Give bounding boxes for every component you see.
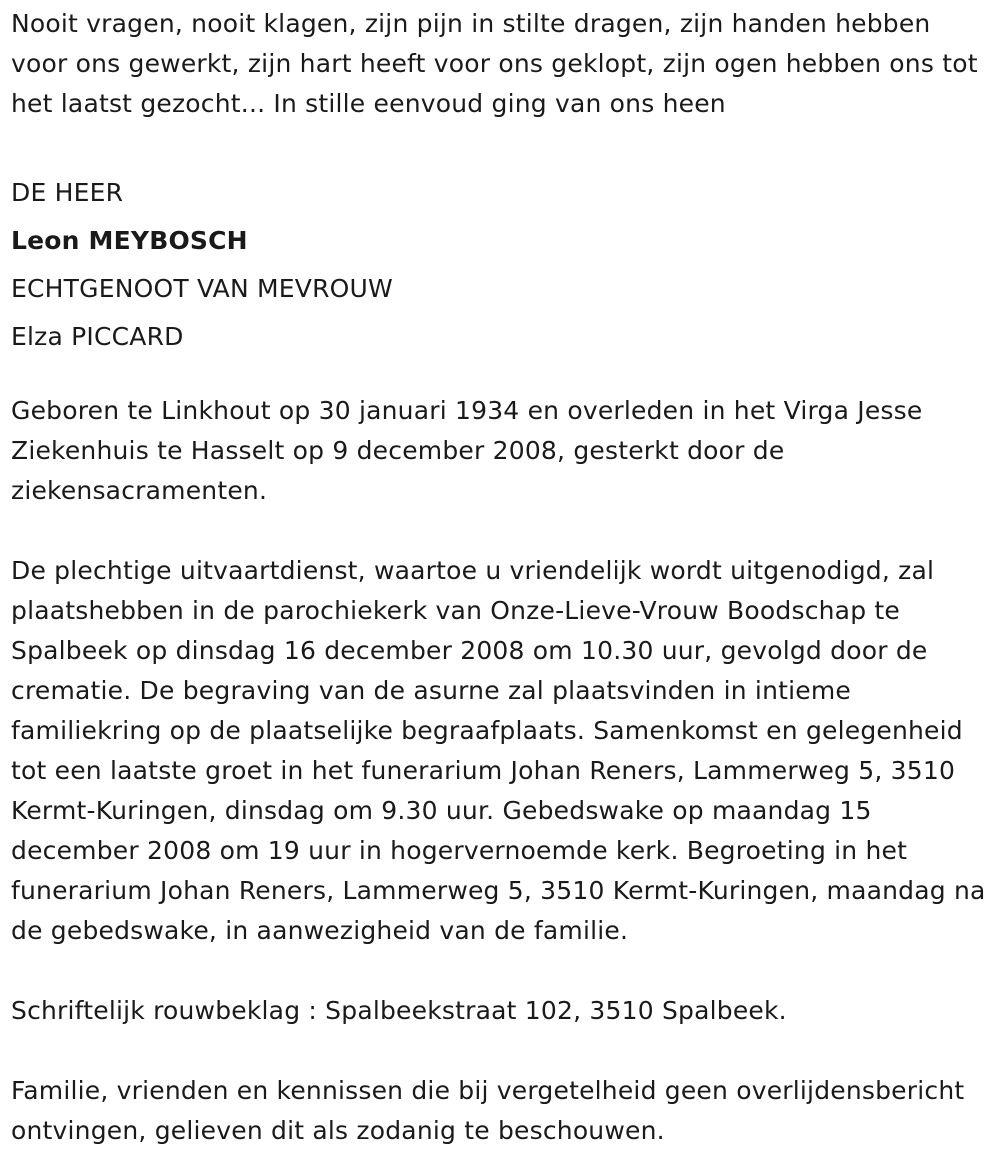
spacer [11, 951, 991, 991]
closing-paragraph: Familie, vrienden en kennissen die bij vergetelheid geen overlijdensbericht ontvingen, gelieven dit als zodanig te beschouwen. [11, 1076, 965, 1145]
funeral-paragraph: De plechtige uitvaartdienst, waartoe u vriendelijk wordt uitgenodigd, zal plaatshebben in de parochiekerk van Onze-Lieve-Vrouw Boodschap te Spalbeek op dinsdag 16 december 2008 om 10.30 uur, gevolgd door de crematie. De begraving van de asurne zal plaatsvinden in intieme familiekring op de plaatselijke begraafplaats. Samenkomst en gelegenheid tot een laatste groet in het funerarium Johan Reners, Lammerweg 5, 3510 Kermt-Kuringen, dinsdag om 9.30 uur. Gebedswake op maandag 15 december 2008 om 19 uur in hogervernoemde kerk. Begroeting in het funerarium Johan Reners, Lammerweg 5, 3510 Kermt-Kuringen, maandag na de gebedswake, in aanwezigheid van de familie. [11, 556, 986, 945]
condolence-address: Schriftelijk rouwbeklag : Spalbeekstraat 102, 3510 Spalbeek. [11, 996, 787, 1025]
deceased-name: Leon MEYBOSCH [11, 226, 248, 255]
spouse-name: Elza PICCARD [11, 322, 184, 351]
intro-verse: Nooit vragen, nooit klagen, zijn pijn in stilte dragen, zijn handen hebben voor ons gewerkt, zijn hart heeft voor ons geklopt, zijn ogen hebben ons tot het laatst gezocht... In stille eenvoud ging van ons heen [11, 9, 978, 118]
spacer [11, 511, 991, 551]
spacer [11, 1031, 991, 1071]
birth-death-paragraph: Geboren te Linkhout op 30 januari 1934 en overleden in het Virga Jesse Ziekenhuis te Hasselt op 9 december 2008, gesterkt door de ziekensacramenten. [11, 396, 923, 505]
relation-label: ECHTGENOOT VAN MEVROUW [11, 274, 393, 303]
name-block [11, 169, 991, 361]
spacer [11, 361, 991, 391]
obituary-notice [11, 0, 991, 1151]
honorific-title: DE HEER [11, 178, 124, 207]
spacer [11, 124, 991, 164]
